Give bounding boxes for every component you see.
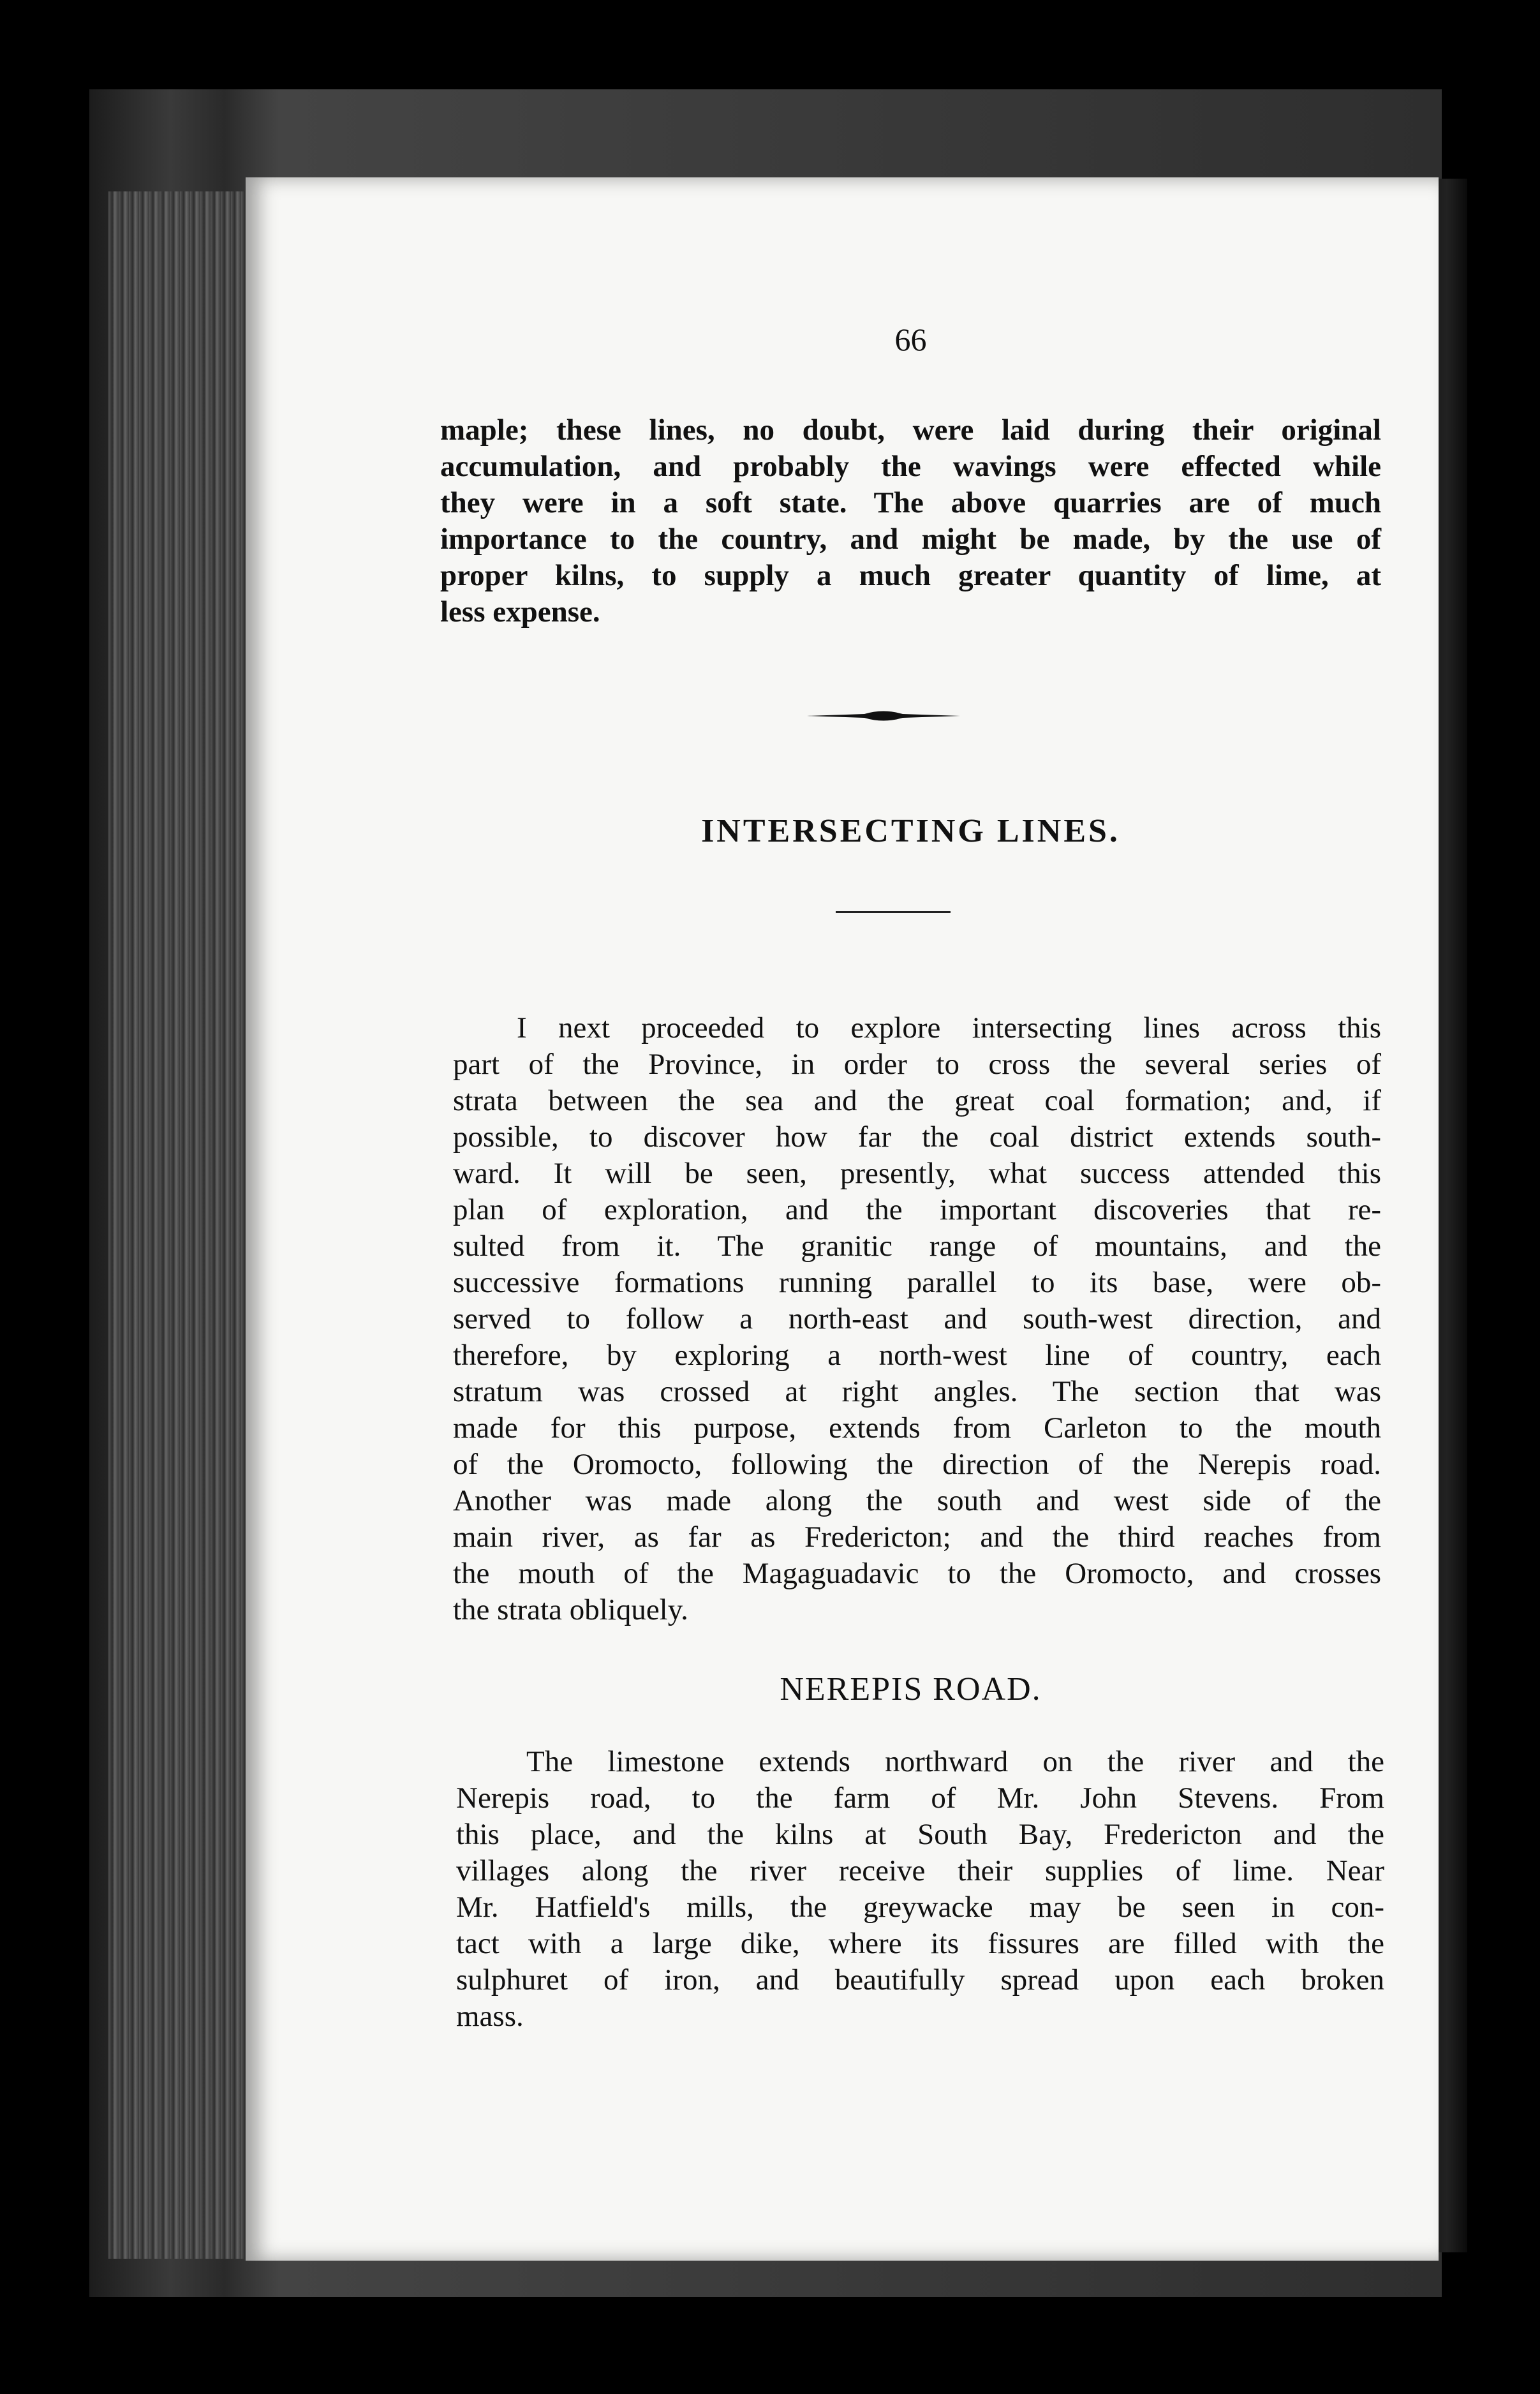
text-line: less expense. xyxy=(440,595,600,628)
text-line: the mouth of the Magaguadavic to the Oromocto, and crosses xyxy=(453,1557,1381,1590)
text-line: sulphuret of iron, and beautifully spread upon each broken xyxy=(456,1963,1384,1996)
text-line: ward. It will be seen, presently, what success attended this xyxy=(453,1157,1381,1190)
text-line: therefore, by exploring a north-west line of country, each xyxy=(453,1339,1381,1372)
text-line: possible, to discover how far the coal district extends south- xyxy=(453,1120,1381,1154)
text-line: The limestone extends northward on the river and the xyxy=(526,1745,1384,1778)
text-line: villages along the river receive their supplies of lime. Near xyxy=(456,1854,1384,1887)
section-heading-intersecting-lines: INTERSECTING LINES. xyxy=(701,813,1120,849)
text-line: made for this purpose, extends from Carleton to the mouth xyxy=(453,1411,1381,1445)
book-page xyxy=(246,177,1439,2261)
text-line: successive formations running parallel to its base, were ob- xyxy=(453,1266,1381,1299)
text-line: main river, as far as Fredericton; and the third reaches from xyxy=(453,1520,1381,1554)
text-line: stratum was crossed at right angles. The section that was xyxy=(453,1375,1381,1408)
text-line: mass. xyxy=(456,2000,524,2033)
paragraph-nerepis-road xyxy=(456,1744,1384,2035)
text-line: maple; these lines, no doubt, were laid during their original xyxy=(440,413,1381,447)
text-line: part of the Province, in order to cross the several series of xyxy=(453,1048,1381,1081)
text-line: of the Oromocto, following the direction of the Nerepis road. xyxy=(453,1448,1381,1481)
text-line: this place, and the kilns at South Bay, Fredericton and the xyxy=(456,1818,1384,1851)
text-line: accumulation, and probably the wavings were effected while xyxy=(440,450,1381,483)
page-number: 66 xyxy=(894,322,927,357)
text-line: Mr. Hatfield's mills, the greywacke may be seen in con- xyxy=(456,1891,1384,1924)
text-line: plan of exploration, and the important discoveries that re- xyxy=(453,1193,1381,1226)
section-heading-nerepis-road: NEREPIS ROAD. xyxy=(780,1671,1042,1707)
heading-rule xyxy=(836,911,951,913)
text-line: tact with a large dike, where its fissures are filled with the xyxy=(456,1927,1384,1960)
text-line: they were in a soft state. The above quarries are of much xyxy=(440,486,1381,519)
paragraph-intersecting-lines xyxy=(453,1010,1381,1628)
text-line: sulted from it. The granitic range of mountains, and the xyxy=(453,1230,1381,1263)
ornament-divider-icon xyxy=(807,708,960,724)
text-line: Another was made along the south and west side of the xyxy=(453,1484,1381,1517)
text-line: served to follow a north-east and south-west direction, and xyxy=(453,1302,1381,1335)
text-line: strata between the sea and the great coal formation; and, if xyxy=(453,1084,1381,1117)
paragraph-continuation xyxy=(440,412,1381,630)
page-edges xyxy=(108,191,249,2259)
text-line: Nerepis road, to the farm of Mr. John Stevens. From xyxy=(456,1781,1384,1815)
text-line: proper kilns, to supply a much greater quantity of lime, at xyxy=(440,559,1381,592)
text-line: I next proceeded to explore intersecting lines across this xyxy=(517,1011,1381,1045)
text-line: importance to the country, and might be made, by the use of xyxy=(440,523,1381,556)
text-line: the strata obliquely. xyxy=(453,1593,688,1626)
